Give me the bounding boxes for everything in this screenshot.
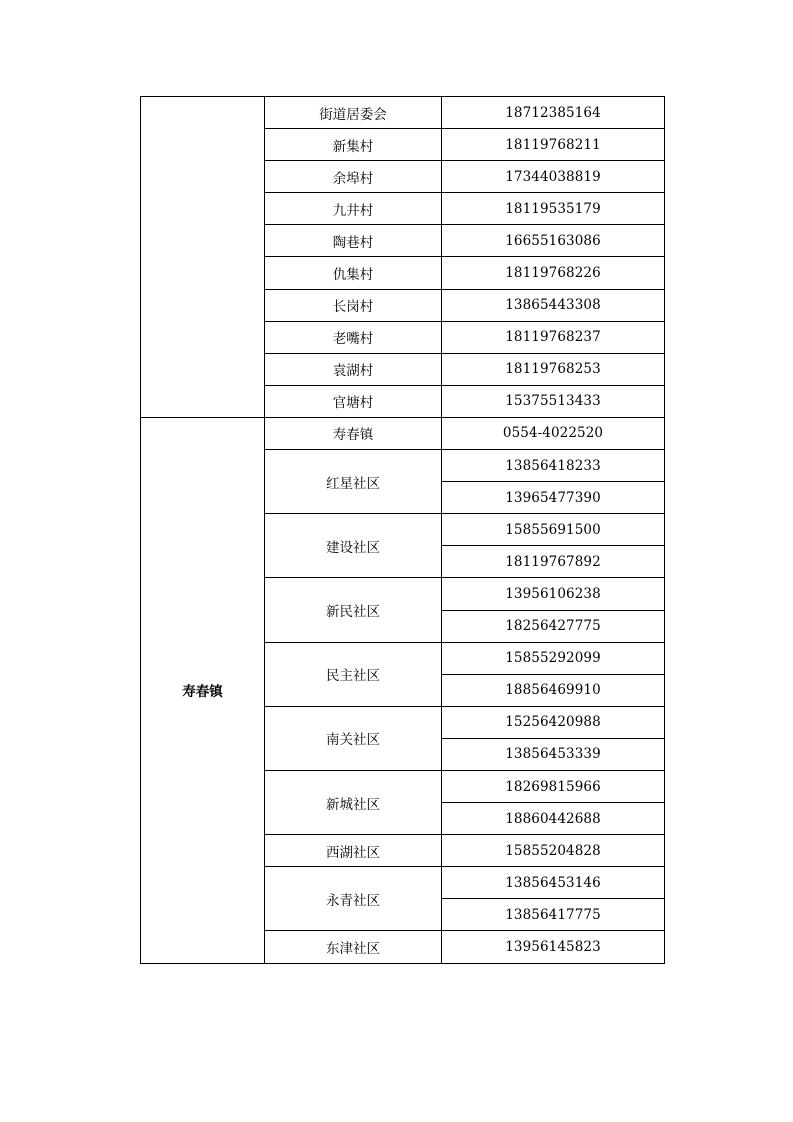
unit-name-cell: 新集村	[265, 129, 442, 161]
phone-number-cell: 18119768253	[442, 353, 665, 385]
unit-name-cell: 民主社区	[265, 642, 442, 706]
phone-number-cell: 18119768211	[442, 129, 665, 161]
unit-name-cell: 仇集村	[265, 257, 442, 289]
unit-name-cell: 新城社区	[265, 770, 442, 834]
phone-number-cell: 0554-4022520	[442, 417, 665, 449]
unit-name-cell: 长岗村	[265, 289, 442, 321]
phone-number-cell: 13965477390	[442, 482, 665, 514]
phone-number-cell: 18269815966	[442, 770, 665, 802]
phone-number-cell: 13856453146	[442, 867, 665, 899]
phone-number-cell: 13856418233	[442, 450, 665, 482]
town-name-cell	[141, 97, 265, 418]
phone-number-cell: 18856469910	[442, 674, 665, 706]
phone-number-cell: 13865443308	[442, 289, 665, 321]
phone-number-cell: 15855204828	[442, 835, 665, 867]
phone-number-cell: 18860442688	[442, 803, 665, 835]
unit-name-cell: 东津社区	[265, 931, 442, 963]
phone-number-cell: 18712385164	[442, 97, 665, 129]
unit-name-cell: 陶巷村	[265, 225, 442, 257]
table-row	[141, 97, 665, 129]
phone-number-cell: 15375513433	[442, 385, 665, 417]
unit-name-cell: 寿春镇	[265, 417, 442, 449]
phone-number-cell: 15855292099	[442, 642, 665, 674]
phone-number-cell: 18256427775	[442, 610, 665, 642]
unit-name-cell: 建设社区	[265, 514, 442, 578]
phone-number-cell: 15855691500	[442, 514, 665, 546]
unit-name-cell: 老嘴村	[265, 321, 442, 353]
contact-table	[140, 96, 665, 964]
phone-number-cell: 13956106238	[442, 578, 665, 610]
phone-number-cell: 18119767892	[442, 546, 665, 578]
phone-number-cell: 13856417775	[442, 899, 665, 931]
unit-name-cell: 永青社区	[265, 867, 442, 931]
table-row	[141, 417, 665, 449]
unit-name-cell: 南关社区	[265, 706, 442, 770]
phone-number-cell: 18119535179	[442, 193, 665, 225]
phone-number-cell: 13856453339	[442, 738, 665, 770]
unit-name-cell: 袁湖村	[265, 353, 442, 385]
phone-number-cell: 16655163086	[442, 225, 665, 257]
phone-number-cell: 17344038819	[442, 161, 665, 193]
unit-name-cell: 红星社区	[265, 450, 442, 514]
contact-table-body	[141, 97, 665, 964]
unit-name-cell: 官塘村	[265, 385, 442, 417]
town-name-cell: 寿春镇	[141, 417, 265, 963]
unit-name-cell: 西湖社区	[265, 835, 442, 867]
unit-name-cell: 新民社区	[265, 578, 442, 642]
phone-number-cell: 18119768237	[442, 321, 665, 353]
phone-number-cell: 15256420988	[442, 706, 665, 738]
unit-name-cell: 街道居委会	[265, 97, 442, 129]
unit-name-cell: 九井村	[265, 193, 442, 225]
unit-name-cell: 余埠村	[265, 161, 442, 193]
phone-number-cell: 18119768226	[442, 257, 665, 289]
phone-number-cell: 13956145823	[442, 931, 665, 963]
